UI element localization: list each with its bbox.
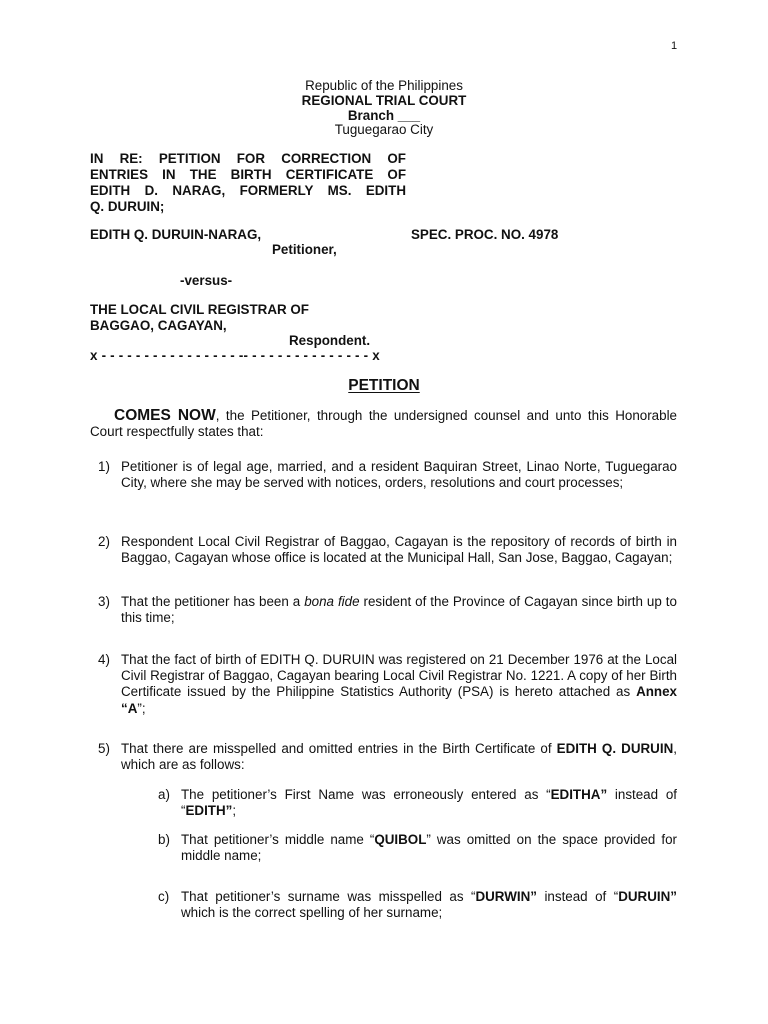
- caption-line-2: ENTRIES IN THE BIRTH CERTIFICATE OF: [90, 167, 406, 182]
- list-item-3: 3) That the petitioner has been a bona fide resident of the Province of Cagayan since birth up to this time;: [98, 594, 677, 626]
- branch-line: Branch ___: [347, 107, 421, 123]
- petitioner-label: Petitioner,: [272, 242, 337, 257]
- list-item-1: 1) Petitioner is of legal age, married, and a resident Baquiran Street, Linao Norte, Tuguegarao City, where she may be served with notices, orders, resolutions and court processes;: [98, 459, 677, 491]
- caption-line-3: EDITH D. NARAG, FORMERLY MS. EDITH: [90, 183, 406, 198]
- respondent-line-1: THE LOCAL CIVIL REGISTRAR OF: [90, 302, 309, 317]
- caption-line-1: IN RE: PETITION FOR CORRECTION OF: [90, 151, 406, 166]
- petitioner-name: EDITH Q. DURUIN-NARAG,: [90, 227, 262, 242]
- caption-line-4: Q. DURUIN;: [90, 199, 165, 214]
- document-title: PETITION: [348, 377, 420, 394]
- city-line: Tuguegarao City: [334, 122, 434, 138]
- court-header: [0, 79, 768, 138]
- court-name: REGIONAL TRIAL COURT: [301, 92, 467, 108]
- comes-now: COMES NOW: [114, 407, 216, 424]
- respondent-line-2: BAGGAO, CAGAYAN,: [90, 318, 227, 333]
- intro-paragraph: [90, 408, 677, 440]
- sub-item-c: c) That petitioner’s surname was misspelled as “DURWIN” instead of “DURUIN” which is the correct spelling of her surname;: [158, 889, 677, 921]
- list-item-5: 5) That there are misspelled and omitted entries in the Birth Certificate of EDITH Q. DURUIN, which are as follows:: [98, 741, 677, 773]
- sub-item-a: a) The petitioner’s First Name was erroneously entered as “EDITHA” instead of “EDITH”;: [158, 787, 677, 819]
- case-caption: [90, 151, 406, 215]
- list-item-2: 2) Respondent Local Civil Registrar of Baggao, Cagayan is the repository of records of birth in Baggao, Cagayan whose office is located at the Municipal Hall, San Jose, Baggao, Cagayan;: [98, 534, 677, 566]
- respondent-label: Respondent.: [289, 333, 371, 348]
- versus-label: -versus-: [180, 273, 233, 288]
- republic-line: Republic of the Philippines: [305, 78, 463, 93]
- caption-separator: x - - - - - - - - - - - - - - - - -- - - - - - - - - - - - - - - x: [90, 348, 380, 363]
- page-number: 1: [671, 40, 678, 52]
- intro-text: , the Petitioner, through the undersigned counsel and unto this Honorable Court respectfully states that:: [90, 408, 677, 440]
- list-item-4: 4) That the fact of birth of EDITH Q. DURUIN was registered on 21 December 1976 at the Local Civil Registrar of Baggao, Cagayan bearing Local Civil Registrar No. 1221. A copy of her Birth Certificate issued by the Philippine Statistics Authority (PSA) is hereto attached as Annex “A”;: [98, 652, 677, 716]
- case-number: SPEC. PROC. NO. 4978: [411, 227, 559, 242]
- sub-item-b: b) That petitioner’s middle name “QUIBOL” was omitted on the space provided for middle name;: [158, 832, 677, 864]
